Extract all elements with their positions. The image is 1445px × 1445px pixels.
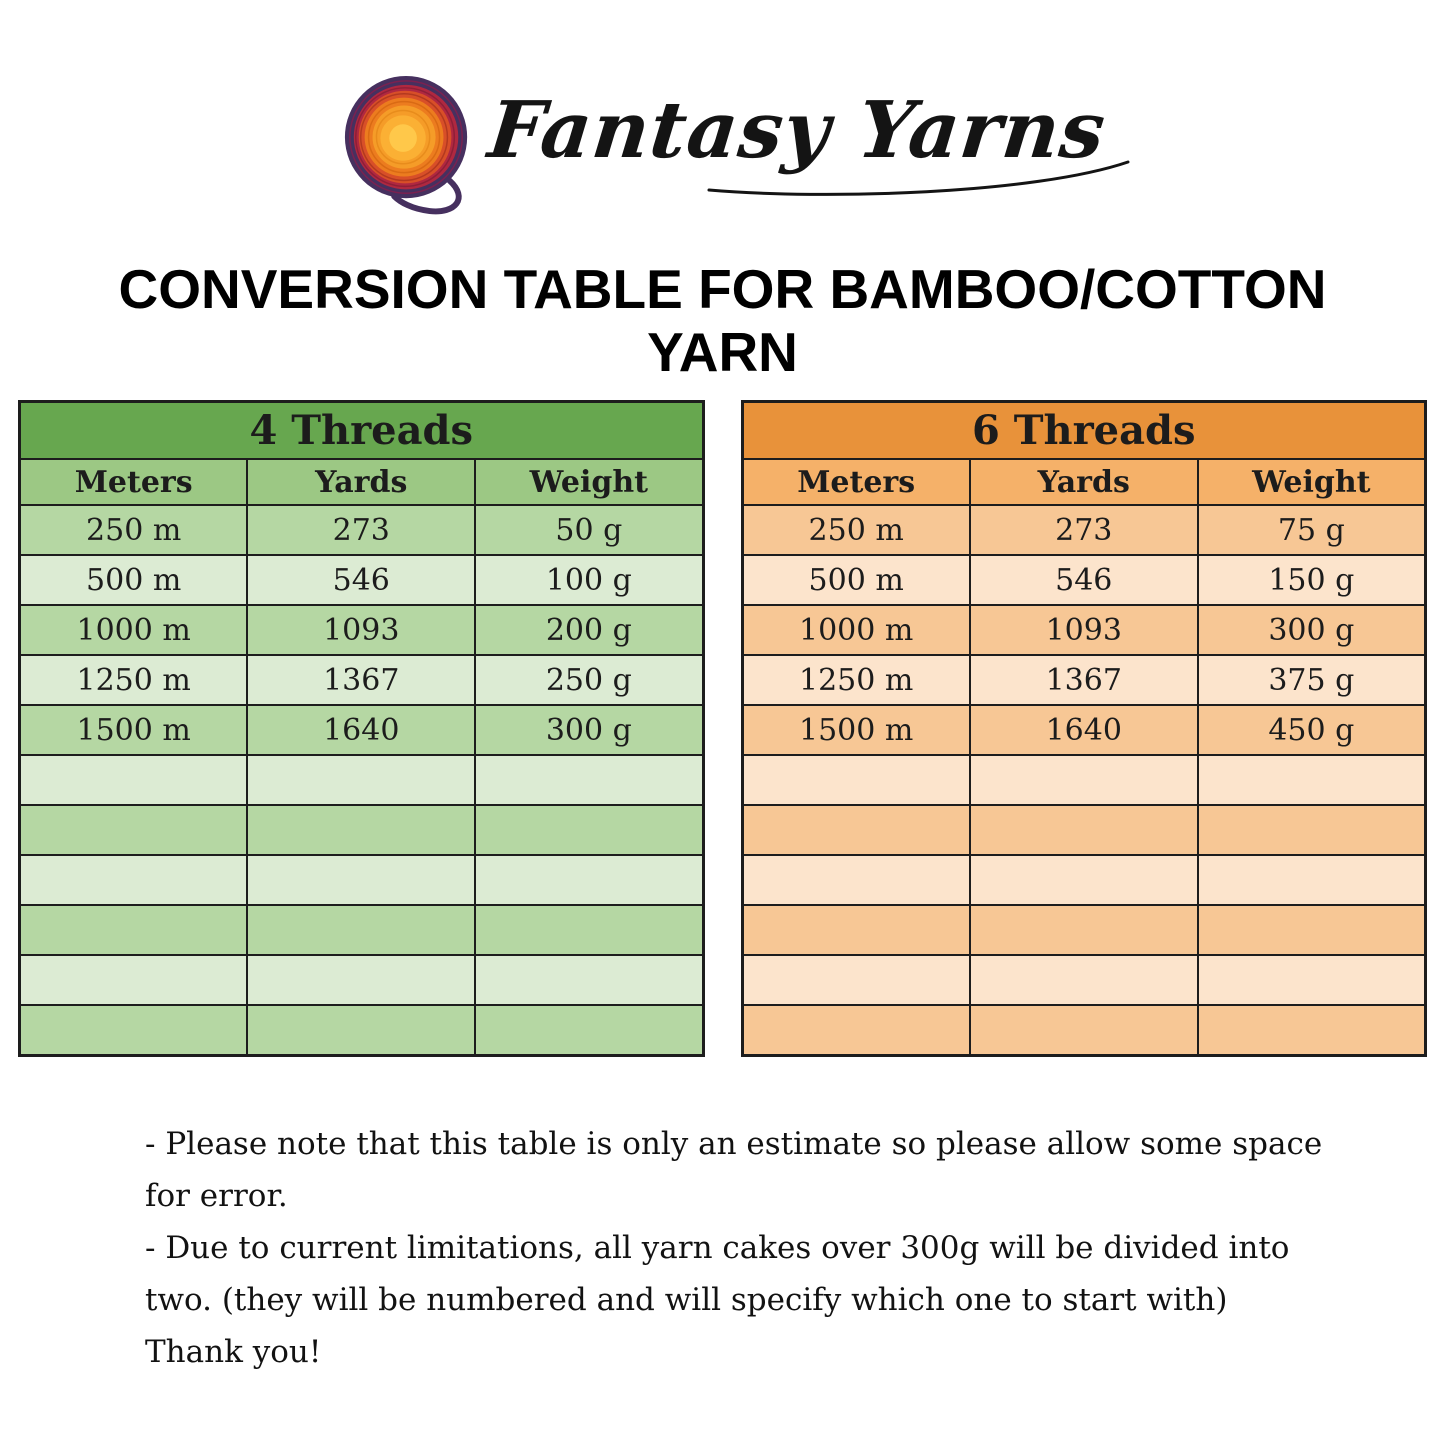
table-row [20,505,704,555]
table-cell: 450 g [1198,705,1426,755]
table-row-empty [20,905,704,955]
table-cell [1198,755,1426,805]
table-cell [475,1005,703,1056]
table-cell [247,755,475,805]
table-cell: 273 [247,505,475,555]
table-cell [475,855,703,905]
page-title-line2: YARN [647,321,798,383]
table-cell: 375 g [1198,655,1426,705]
table-cell: 300 g [475,705,703,755]
column-header: Yards [247,459,475,505]
brand-name-wrap [484,85,1111,196]
table-cell: 200 g [475,605,703,655]
table-row-empty [20,805,704,855]
table-cell [475,905,703,955]
table-cell: 546 [247,555,475,605]
table-cell [742,1005,970,1056]
table-cell [742,855,970,905]
table-cell [1198,855,1426,905]
table-cell: 1000 m [742,605,970,655]
table-row [20,705,704,755]
table-cell [1198,1005,1426,1056]
note: - Due to current limitations, all yarn cakes over 300g will be divided into two. (they will be numbered and will specify which one to start with) [145,1230,1290,1318]
table-cell: 1250 m [742,655,970,705]
table-row [742,605,1426,655]
table-cell: 1000 m [20,605,248,655]
table-row [742,505,1426,555]
table-cell: 75 g [1198,505,1426,555]
table-row [20,605,704,655]
table-row-empty [742,855,1426,905]
table-cell: 546 [970,555,1198,605]
column-header: Yards [970,459,1198,505]
table-cell: 50 g [475,505,703,555]
table-row [742,705,1426,755]
yarn-ball-logo-icon [339,72,477,216]
table-cell: 1500 m [742,705,970,755]
table-cell: 1640 [247,705,475,755]
note: Thank you! [145,1334,322,1370]
table-row-empty [742,955,1426,1005]
table-cell [970,755,1198,805]
table-cell [970,905,1198,955]
table-row-empty [742,805,1426,855]
table-cell [1198,955,1426,1005]
page-title [0,258,1445,384]
table-title: 4 Threads [20,402,704,460]
table-cell: 1640 [970,705,1198,755]
notes [145,1118,1345,1378]
table-row-empty [742,1005,1426,1056]
table-title-row [742,402,1426,460]
table-title: 6 Threads [742,402,1426,460]
table-row [20,655,704,705]
conversion-table-4-threads [18,400,705,1057]
table-cell: 1500 m [20,705,248,755]
table-cell [1198,805,1426,855]
table-cell [475,755,703,805]
table-cell [247,805,475,855]
table-cell: 273 [970,505,1198,555]
table-cell: 250 g [475,655,703,705]
column-header: Meters [742,459,970,505]
table-cell [247,955,475,1005]
table-cell: 250 m [20,505,248,555]
brand-name: Fantasy Yarns [484,85,1111,176]
table-cell [247,905,475,955]
table-row [742,655,1426,705]
table-cell [742,805,970,855]
table-row-empty [20,955,704,1005]
brand-header [0,72,1445,216]
table-cell [970,955,1198,1005]
table-cell [20,805,248,855]
table-cell: 500 m [20,555,248,605]
table-cell: 100 g [475,555,703,605]
table-cell [20,905,248,955]
table-cell: 300 g [1198,605,1426,655]
table-cell [742,905,970,955]
table-cell [20,855,248,905]
table-cell: 1093 [247,605,475,655]
table-cell: 1367 [970,655,1198,705]
table-row [742,555,1426,605]
table-row-empty [742,755,1426,805]
table-cell [1198,905,1426,955]
table-cell: 500 m [742,555,970,605]
conversion-table-6-threads [741,400,1428,1057]
brand-swoosh-icon [704,156,1134,196]
table-cell [742,955,970,1005]
table-cell [970,1005,1198,1056]
column-header-row [20,459,704,505]
column-header: Meters [20,459,248,505]
table-cell [247,855,475,905]
table-cell [475,805,703,855]
table-row-empty [20,1005,704,1056]
table-cell [970,805,1198,855]
table-row-empty [20,855,704,905]
table-cell [970,855,1198,905]
page-title-line1: CONVERSION TABLE FOR BAMBOO/COTTON [118,258,1327,320]
table-cell [20,755,248,805]
table-cell: 1250 m [20,655,248,705]
table-cell: 1093 [970,605,1198,655]
table-row-empty [20,755,704,805]
table-cell [20,955,248,1005]
column-header: Weight [1198,459,1426,505]
conversion-tables [18,400,1427,1057]
table-cell [247,1005,475,1056]
note: - Please note that this table is only an estimate so please allow some space for error. [145,1126,1323,1214]
table-cell [475,955,703,1005]
table-cell: 1367 [247,655,475,705]
column-header: Weight [475,459,703,505]
table-row [20,555,704,605]
table-cell [742,755,970,805]
table-cell [20,1005,248,1056]
table-title-row [20,402,704,460]
table-cell: 250 m [742,505,970,555]
table-cell: 150 g [1198,555,1426,605]
table-row-empty [742,905,1426,955]
column-header-row [742,459,1426,505]
